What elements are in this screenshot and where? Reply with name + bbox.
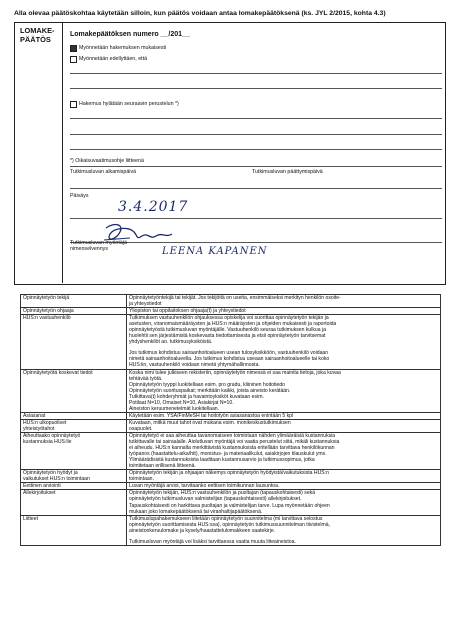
row-description xyxy=(127,308,441,315)
row-description-line: Opinnäytetyöntekijä tai tekijät. Jos tekijöitä on useita, ensimmäiseksi merkityn henkilön osoite- xyxy=(129,295,341,301)
date-line[interactable] xyxy=(70,218,442,219)
row-description-line: Opinnäytetyön tekijän ja ohjaajan näkemys opinnäytetyön hyödyistä/vaikutuksista HUS:n xyxy=(129,470,329,477)
row-label xyxy=(21,412,127,419)
date-label: Päiväys xyxy=(70,193,89,199)
row-description-line: Koska nimi tulee julkiseen rekisteriin, opinnäytetyön nimessä ei saa mainita tietoja, joka kuvaa xyxy=(129,369,341,376)
row-label xyxy=(21,483,127,490)
end-date-label: Tutkimusluvan päättymispäivä xyxy=(252,169,323,175)
row-label xyxy=(21,295,127,308)
row-label-line: Allekirjoitukset xyxy=(23,490,56,497)
row-description-line: Luvan myöntäjä arvioi, tarvitaanko eettisen toimikunnan lausuntoa. xyxy=(129,483,280,490)
row-description-line: Tutkimusluvan myöntäjä voi lisäksi tarvittaessa vaatia muuta liiteaineistoa. xyxy=(129,538,296,545)
table-row xyxy=(21,369,441,412)
row-label xyxy=(21,315,127,369)
row-label-line: HUS:n ulkopuoliset xyxy=(23,419,67,426)
start-date-label: Tutkimusluvan alkamispäivä xyxy=(70,169,137,175)
row-description-line: Kuvataan, mitkä muut tahot ovat mukana esim. monikeskustutkimuksen xyxy=(129,419,291,426)
conditions-line[interactable] xyxy=(70,88,442,89)
row-label-line: Opinnäytetyötä koskevat tiedot xyxy=(23,369,93,376)
appeal-footnote: *) Oikaisuvaatimusohje liitteenä xyxy=(70,158,144,164)
row-description-line: ei aiheudu. HUS:n kannalta merkittävistä kustannuksista eritellään tarvittava henkilökunnan xyxy=(129,445,335,452)
row-description-line: Opinnäytetyön tekijän, HUS:n vastuuhenkilön ja puoltajan (tapauskohtaisesti) sekä xyxy=(129,490,316,497)
option-conditional-label: Myönnetään edellyttäen, että xyxy=(79,56,148,62)
row-description xyxy=(127,490,441,515)
row-label xyxy=(21,432,127,469)
row-description xyxy=(127,483,441,490)
table-row xyxy=(21,483,441,490)
handwritten-date: 3.4.2017 xyxy=(118,199,189,215)
row-description-line: osapuolet. xyxy=(129,425,153,432)
handwritten-name: LEENA KAPANEN xyxy=(162,246,268,257)
row-label xyxy=(21,470,127,483)
row-description-line: Potilaat N=10, Omaiset N=10, Asiakirjat N=10. xyxy=(129,399,234,406)
checkbox-rejected[interactable] xyxy=(70,101,77,108)
row-description-line: Jos tutkimus kohdistuu sairaanhoitoalueen usean tulosyksikköön, vastuuhenkilö voidaan xyxy=(129,350,329,357)
row-description xyxy=(127,295,441,308)
row-label-line: yhteistyötahot xyxy=(23,425,55,432)
row-description xyxy=(127,515,441,545)
row-description-line: huolehtii sen järjestämistä koskevasta tiedottamisesta ja etsii opinnäytetyön tarvitsemat xyxy=(129,333,326,340)
table-row xyxy=(21,412,441,419)
row-description xyxy=(127,470,441,483)
footnote-line xyxy=(70,166,442,167)
row-description-line: tutkittavalle tai sairaalalle. Aiolutluvan myöntäjä voi vaatia perustelut siitä, mikäli kustannuksia xyxy=(129,439,340,446)
row-label-line: vaikutukset HUS:n toimintaan xyxy=(23,476,90,483)
row-label-line: kustannuksia HUS:lle xyxy=(23,439,72,446)
row-label-line: Eettinen arviointi xyxy=(23,483,61,490)
row-description-line: opinnäytetyön suorittamisesta HUS:ssa), opinnäytetyön tutkimussuunnitelman tiivistelmä, xyxy=(129,521,331,528)
row-label-line: Aiheuttaako opinnäytetyö xyxy=(23,432,81,439)
row-description xyxy=(127,369,441,412)
row-label-line: Asiasanat xyxy=(23,412,46,419)
instruction-table xyxy=(20,294,441,546)
checkbox-conditional[interactable] xyxy=(70,56,77,63)
signer-label: Tutkimusluvan myöntäjä nimenselvennys xyxy=(70,240,127,252)
row-description-line: asetusten, viranomaismääräysten ja HUS:n määräysten ja ohjeiden mukaisesti ja raportoida xyxy=(129,321,337,328)
row-description-line: Aineiston keruumenetelmät luokitellaan. xyxy=(129,405,220,412)
checkbox-approved[interactable] xyxy=(70,45,77,52)
row-description-line: Opinnäytetyö ei saa aiheuttaa tavanomaiseen toimintaan nähden ylimääräisiä kustannuksia xyxy=(129,432,336,439)
decision-number-label: Lomakepäätöksen numero __/201__ xyxy=(70,31,190,38)
table-row xyxy=(21,490,441,515)
dates-line[interactable] xyxy=(70,188,442,189)
row-description xyxy=(127,419,441,432)
row-description-line: aineistonkeruulomake ja kysely/haastattelulomakkeen saatekirje. xyxy=(129,527,276,534)
row-description-line: Opinnäytetyön tyyppi luokitellaan esim. pro gradu, kliininen hoitotiedo xyxy=(129,381,286,388)
row-description-line: työpanos (haastattelu-aika/htt), monistus- ja materiaalikulut, asiakirjojen tilauskulut yms. xyxy=(129,451,327,458)
row-description xyxy=(127,412,441,419)
row-description-line: mukaan joko lomakepäätöksenä tai viranhaltijapäätöksenä. xyxy=(129,508,263,515)
option-rejected-label: Hakemus hylätään seuraavin perustelun *) xyxy=(79,101,179,107)
row-description-line: Opinnäytetyön suorituspaikat; merkitään kaikki, joista aineisto kerätään. xyxy=(129,387,291,394)
row-description-line: toimitetaan erillisenä liitteenä. xyxy=(129,463,196,470)
row-description-line: yhdyshenkilöt ao. tutkimusyksiköistä. xyxy=(129,339,213,346)
table-row xyxy=(21,515,441,545)
table-row xyxy=(21,315,441,369)
row-label xyxy=(21,419,127,432)
row-label-line: Opinnäytetyön tekijä xyxy=(23,295,70,301)
row-description-line: nimetä sairaanhoitoalueella. Jos tutkimus kohdistuu useaan sairaanhoitoalueelle tai koko xyxy=(129,356,330,363)
table-row xyxy=(21,295,441,308)
row-label-line: Opinnäytetyön hyödyt ja xyxy=(23,470,78,477)
row-label-line: Liitteet xyxy=(23,515,39,522)
table-row xyxy=(21,470,441,483)
row-description-line: Yliopiston tai oppilaitoksen ohjaaja(t) ja yhteystiedot xyxy=(129,308,246,315)
rejection-reason-line[interactable] xyxy=(70,118,442,119)
row-label-line: Opinnäytetyön ohjaaja xyxy=(23,308,74,315)
page-header: Alla olevaa päätöskohtaa käytetään silloin, kun päätös voidaan antaa lomakepäätöksenä (ks. JYL 2/2015, kohta 4.3) xyxy=(14,10,386,17)
row-description-line: HUS:iin, vastuuhenkilö voidaan nimetä yhtymähallinnosta. xyxy=(129,362,260,369)
row-description-line: Tapauskohtaisesti on harkittava puoltajan ja valmistelijan tarve. Lupa myönnetään ohjeen xyxy=(129,502,330,509)
rejection-reason-line[interactable] xyxy=(70,134,442,135)
row-label-line: HUS:n vastuuhenkilö xyxy=(23,315,71,322)
table-row xyxy=(21,432,441,469)
row-label xyxy=(21,308,127,315)
rejection-reason-line[interactable] xyxy=(70,149,442,150)
table-row xyxy=(21,308,441,315)
row-description-line: opinnäytetyöstä tutkimusluvan myöntäjälle. Vastuuhenkilö seuraa tutkimuksen kulkua ja xyxy=(129,327,326,334)
form-side-label: LOMAKE- PÄÄTÖS xyxy=(20,26,55,44)
row-description-line: tehtävää työtä. xyxy=(129,375,163,382)
row-label xyxy=(21,369,127,412)
row-description xyxy=(127,432,441,469)
row-description-line: ja yhteystiedot xyxy=(129,301,162,308)
conditions-line[interactable] xyxy=(70,73,442,74)
row-description-line: Tutkittava(t) kohderyhmät ja havaintoyksiköt kuvataan esim. xyxy=(129,393,264,400)
row-description-line: Tutkimuslupahakemukseen liitetään opinnäytetyön suunnitelma (mi tarvittava selostus xyxy=(129,515,323,522)
row-description-line: Tutkimuksen vastuuhenkilön ohjauksessa opiskelija voi suorittaa opinnäytetyön tekijän ja xyxy=(129,315,329,322)
option-approved-label: Myönnetään hakemuksen mukaisesti xyxy=(79,45,167,51)
row-description-line: Käytetään esim. YSA/FinMeSH tai hoitotyön asiasanastoa enintään 5 kpl xyxy=(129,412,294,419)
row-label xyxy=(21,490,127,515)
row-description-line: Ylimäärädisistä kustannuksista laaditaan kustannusarvio ja tutkimussopimus, jotka xyxy=(129,457,315,464)
table-row xyxy=(21,419,441,432)
row-description-line: toimintaan. xyxy=(129,476,154,483)
row-label xyxy=(21,515,127,545)
row-description xyxy=(127,315,441,369)
row-description-line: opinnäytetyön tutkimusluvan valmistelijan (tapauskohtaisesti) allekirjoitukset. xyxy=(129,496,302,503)
